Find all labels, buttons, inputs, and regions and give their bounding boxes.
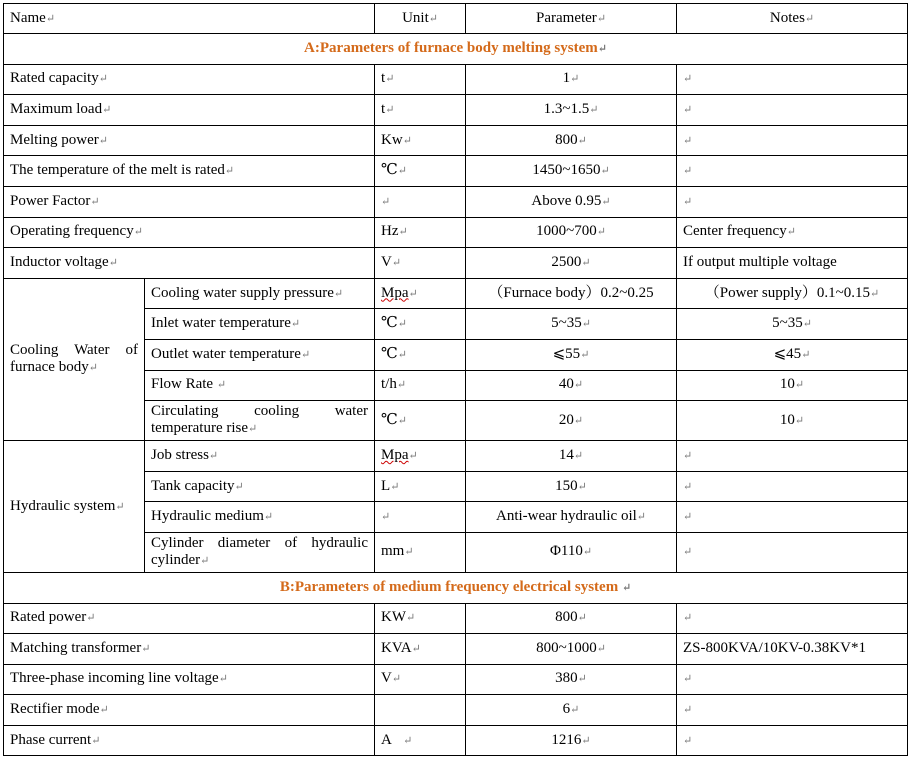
row-name: Cylinder diameter of hydraulic cylinder↵ (145, 532, 375, 572)
row-notes: ↵ (677, 186, 908, 217)
row-unit: Kw↵ (375, 125, 466, 156)
table-row (4, 156, 908, 187)
row-unit: ℃↵ (375, 339, 466, 370)
row-name: Inductor voltage↵ (4, 248, 375, 279)
row-param: Anti-wear hydraulic oil↵ (466, 502, 677, 533)
row-name: Cooling water supply pressure↵ (145, 278, 375, 309)
row-param: 6↵ (466, 695, 677, 726)
row-name: Phase current↵ (4, 725, 375, 756)
hydraulic-group-label: Hydraulic system↵ (4, 441, 145, 573)
row-notes: ↵ (677, 125, 908, 156)
row-param: 1000~700↵ (466, 217, 677, 248)
row-unit: ℃↵ (375, 156, 466, 187)
row-notes: ⩽45↵ (677, 339, 908, 370)
table-row (4, 603, 908, 634)
row-notes: ↵ (677, 64, 908, 95)
table-row (4, 634, 908, 665)
row-unit: ↵ (375, 186, 466, 217)
row-unit: t/h↵ (375, 370, 466, 401)
row-name: Flow Rate ↵ (145, 370, 375, 401)
row-param: Above 0.95↵ (466, 186, 677, 217)
row-param: （Furnace body）0.2~0.25 (466, 278, 677, 309)
row-unit: Hz↵ (375, 217, 466, 248)
row-unit: A ↵ (375, 725, 466, 756)
row-unit: V↵ (375, 664, 466, 695)
row-unit (375, 695, 466, 726)
row-notes: ↵ (677, 603, 908, 634)
table-row (4, 248, 908, 279)
table-row (4, 664, 908, 695)
row-name: Melting power↵ (4, 125, 375, 156)
table-row (4, 64, 908, 95)
row-notes: 10↵ (677, 401, 908, 441)
table-row (4, 186, 908, 217)
row-name: Operating frequency↵ (4, 217, 375, 248)
row-name: Three-phase incoming line voltage↵ (4, 664, 375, 695)
table-row (4, 217, 908, 248)
parameter-table (3, 3, 908, 756)
table-row (4, 125, 908, 156)
table-row (4, 441, 908, 472)
row-unit: KVA↵ (375, 634, 466, 665)
row-notes: ↵ (677, 441, 908, 472)
row-unit: t↵ (375, 64, 466, 95)
row-param: 150↵ (466, 471, 677, 502)
row-unit: ℃↵ (375, 401, 466, 441)
row-param: 380↵ (466, 664, 677, 695)
row-param: 1216↵ (466, 725, 677, 756)
header-notes: Notes↵ (677, 4, 908, 34)
row-name: Outlet water temperature↵ (145, 339, 375, 370)
row-name: Circulating cooling water temperature rise↵ (145, 401, 375, 441)
row-param: 1450~1650↵ (466, 156, 677, 187)
row-param: 40↵ (466, 370, 677, 401)
row-param: 20↵ (466, 401, 677, 441)
section-a-title: A:Parameters of furnace body melting system↵ (4, 34, 908, 65)
header-unit: Unit↵ (375, 4, 466, 34)
header-parameter: Parameter↵ (466, 4, 677, 34)
section-b-row (4, 572, 908, 603)
section-b-title: B:Parameters of medium frequency electrical system ↵ (4, 572, 908, 603)
row-unit: ℃↵ (375, 309, 466, 340)
row-unit: Mpa↵ (375, 441, 466, 472)
row-unit: mm↵ (375, 532, 466, 572)
row-param: 5~35↵ (466, 309, 677, 340)
header-name: Name↵ (4, 4, 375, 34)
row-name: Hydraulic medium↵ (145, 502, 375, 533)
row-notes: （Power supply）0.1~0.15↵ (677, 278, 908, 309)
row-notes: ↵ (677, 664, 908, 695)
row-param: 800~1000↵ (466, 634, 677, 665)
row-param: 2500↵ (466, 248, 677, 279)
row-param: 800↵ (466, 125, 677, 156)
row-notes: If output multiple voltage (677, 248, 908, 279)
row-param: 1.3~1.5↵ (466, 95, 677, 126)
row-unit: KW↵ (375, 603, 466, 634)
row-unit: Mpa↵ (375, 278, 466, 309)
row-notes: ↵ (677, 532, 908, 572)
row-notes: Center frequency↵ (677, 217, 908, 248)
row-notes: ↵ (677, 502, 908, 533)
row-param: 1↵ (466, 64, 677, 95)
row-name: Inlet water temperature↵ (145, 309, 375, 340)
row-unit: t↵ (375, 95, 466, 126)
row-name: Job stress↵ (145, 441, 375, 472)
row-notes: ↵ (677, 725, 908, 756)
cooling-group-label: Cooling Water of furnace body↵ (4, 278, 145, 440)
row-param: ⩽55↵ (466, 339, 677, 370)
table-row (4, 725, 908, 756)
row-param: 800↵ (466, 603, 677, 634)
row-unit: ↵ (375, 502, 466, 533)
section-a-row (4, 34, 908, 65)
table-row (4, 95, 908, 126)
row-name: Rated capacity↵ (4, 64, 375, 95)
row-notes: ↵ (677, 471, 908, 502)
row-param: 14↵ (466, 441, 677, 472)
row-notes: ↵ (677, 156, 908, 187)
row-name: Tank capacity↵ (145, 471, 375, 502)
row-name: Matching transformer↵ (4, 634, 375, 665)
row-notes: ↵ (677, 95, 908, 126)
table-row (4, 695, 908, 726)
row-unit: L↵ (375, 471, 466, 502)
row-notes: ↵ (677, 695, 908, 726)
row-param: Φ110↵ (466, 532, 677, 572)
table-row (4, 278, 908, 309)
row-notes: 5~35↵ (677, 309, 908, 340)
row-notes: 10↵ (677, 370, 908, 401)
row-notes: ZS-800KVA/10KV-0.38KV*1 (677, 634, 908, 665)
header-row (4, 4, 908, 34)
row-name: Rated power↵ (4, 603, 375, 634)
row-name: Power Factor↵ (4, 186, 375, 217)
row-name: The temperature of the melt is rated↵ (4, 156, 375, 187)
row-name: Rectifier mode↵ (4, 695, 375, 726)
row-unit: V↵ (375, 248, 466, 279)
row-name: Maximum load↵ (4, 95, 375, 126)
